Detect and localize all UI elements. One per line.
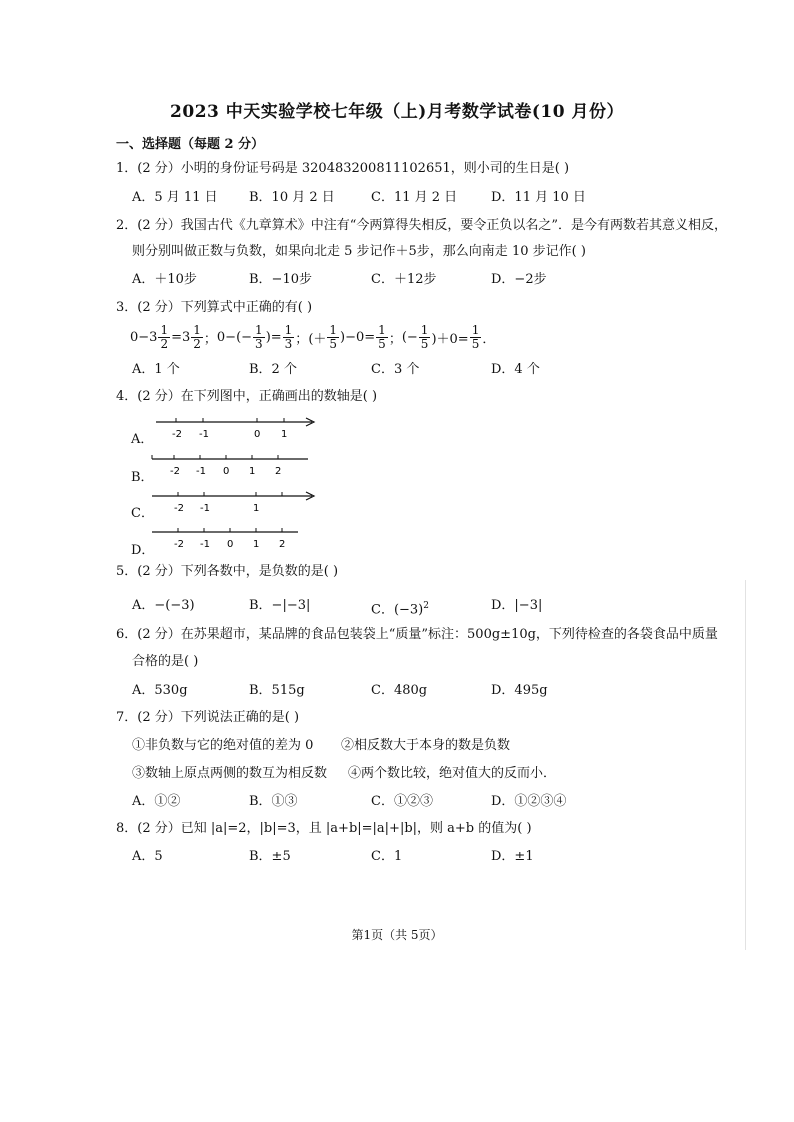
q8-option-d: D．±1	[491, 849, 534, 864]
question-4: 4．(2 分）在下列图中，正确画出的数轴是( )	[116, 389, 378, 404]
question-6-line2: 合格的是( )	[132, 654, 199, 669]
q4-label-a: A．	[131, 432, 154, 447]
separator: ；	[295, 332, 309, 347]
section-heading: 一、选择题（每题 2 分）	[116, 137, 265, 152]
q4-label-b: B．	[131, 470, 154, 485]
q5-option-d: D．|−3|	[491, 598, 543, 613]
numerator: 1	[378, 323, 386, 337]
q2-option-b: B．−10步	[249, 272, 312, 287]
q1-option-c: C．11 月 2 日	[371, 190, 458, 205]
question-6: 6．(2 分）在苏果超市，某品牌的食品包装袋上“质量”标注：500g±10g，下列待检查的各袋食品中质量	[116, 627, 718, 642]
q5-option-c-text: C．(−3)	[371, 602, 424, 618]
q6-option-a: A．530g	[132, 683, 188, 698]
q8-option-c: C．1	[371, 849, 403, 864]
tick-label: 0	[227, 539, 234, 550]
tick-label: -2	[170, 466, 180, 477]
numerator: 1	[329, 323, 338, 337]
number-line-a	[150, 414, 320, 444]
page-title: 2023 中天实验学校七年级（上)月考数学试卷(10 月份）	[170, 102, 624, 122]
numerator: 1	[420, 323, 429, 337]
q7-option-d: D．①②③④	[491, 794, 567, 809]
tick-label: 2	[279, 539, 286, 550]
q3-option-c: C．3 个	[371, 362, 420, 377]
q7-option-c: C．①②③	[371, 794, 433, 809]
tick-label: 1	[249, 466, 256, 477]
q5-option-a: A．−(−3)	[132, 598, 195, 613]
q2-option-a: A．＋10步	[132, 272, 197, 287]
fraction	[419, 324, 431, 351]
expr-text: (＋	[308, 332, 327, 347]
q1-option-d: D．11 月 10 日	[491, 190, 586, 205]
q5-option-c	[371, 598, 429, 618]
tick-label: -1	[200, 539, 210, 550]
q7-statement-4: ④两个数比较，绝对值大的反而小．	[348, 766, 557, 781]
question-7: 7．(2 分）下列说法正确的是( )	[116, 710, 300, 725]
numerator: 1	[160, 323, 169, 337]
question-2: 2．(2 分）我国古代《九章算术》中注有“今两算得失相反，要令正负以名之”．是今有两数若其意义相反，	[116, 218, 728, 233]
tick-label: -2	[174, 539, 184, 550]
number-line-c	[150, 488, 320, 518]
q2-option-d: D．−2步	[491, 272, 547, 287]
tick-label: 0	[223, 466, 230, 477]
q6-option-d: D．495g	[491, 683, 548, 698]
question-1: 1．(2 分）小明的身份证号码是 320483200811102651，则小司的生日是( )	[116, 161, 570, 176]
q7-statement-3: ③数轴上原点两侧的数互为相反数	[132, 766, 328, 781]
q7-statement-1: ①非负数与它的绝对值的差为 0	[132, 738, 314, 753]
denominator: 3	[284, 337, 293, 351]
question-8: 8．(2 分）已知 |a|=2，|b|=3，且 |a+b|=|a|+|b|，则 a+b 的值为( )	[116, 821, 532, 836]
denominator: 5	[378, 337, 386, 351]
number-line-d	[150, 524, 320, 554]
q8-option-a: A．5	[132, 849, 163, 864]
q7-statement-2: ②相反数大于本身的数是负数	[341, 738, 511, 753]
separator: ；	[203, 332, 217, 347]
scan-edge-line	[745, 580, 746, 950]
tick-label: -2	[174, 503, 184, 514]
fraction	[253, 324, 265, 351]
expr-text: 0−(−	[216, 330, 253, 345]
q3-option-d: D．4 个	[491, 362, 540, 377]
q7-option-a: A．①②	[132, 794, 181, 809]
expr-text: 0−3	[130, 330, 158, 345]
numerator: 1	[193, 323, 201, 337]
q4-label-d: D．	[131, 543, 155, 558]
q3-expressions	[130, 324, 495, 351]
expr-text: )＋0=	[431, 332, 469, 347]
tick-label: 1	[253, 539, 260, 550]
denominator: 5	[420, 337, 429, 351]
tick-label: -1	[196, 466, 206, 477]
numerator: 1	[284, 323, 293, 337]
fraction	[376, 324, 388, 351]
question-5: 5．(2 分）下列各数中，是负数的是( )	[116, 564, 339, 579]
separator: ．	[482, 332, 496, 347]
q7-option-b: B．①③	[249, 794, 298, 809]
numerator: 1	[255, 323, 263, 337]
fraction	[158, 324, 170, 351]
q4-label-c: C．	[131, 506, 154, 521]
q2-option-c: C．＋12步	[371, 272, 437, 287]
question-3: 3．(2 分）下列算式中正确的有( )	[116, 300, 313, 315]
expr-text: )=	[265, 330, 282, 345]
denominator: 5	[329, 337, 338, 351]
q1-option-a: A．5 月 11 日	[132, 190, 218, 205]
tick-label: 1	[253, 503, 260, 514]
expr-text: (−	[401, 330, 418, 345]
tick-label: -2	[172, 429, 182, 440]
question-2-line2: 则分别叫做正数与负数，如果向北走 5 步记作＋5步，那么向南走 10 步记作( )	[132, 244, 586, 259]
tick-label: 0	[254, 429, 261, 440]
tick-label: -1	[200, 503, 210, 514]
separator: ；	[388, 332, 402, 347]
q1-option-b: B．10 月 2 日	[249, 190, 335, 205]
denominator: 2	[160, 337, 169, 351]
q8-option-b: B．±5	[249, 849, 291, 864]
fraction	[470, 324, 482, 351]
expr-text: )−0=	[340, 330, 376, 345]
tick-label: 2	[275, 466, 282, 477]
page-footer: 第1页（共 5页）	[351, 928, 443, 942]
fraction	[327, 324, 339, 351]
denominator: 5	[471, 337, 480, 351]
q6-option-b: B．515g	[249, 683, 305, 698]
q3-option-b: B．2 个	[249, 362, 297, 377]
q6-option-c: C．480g	[371, 683, 428, 698]
tick-label: 1	[281, 429, 288, 440]
q5-option-b: B．−|−3|	[249, 598, 311, 613]
denominator: 3	[255, 337, 263, 351]
expr-text: =3	[171, 330, 191, 345]
fraction	[191, 324, 203, 351]
numerator: 1	[471, 323, 480, 337]
tick-label: -1	[199, 429, 209, 440]
fraction	[283, 324, 295, 351]
denominator: 2	[193, 337, 201, 351]
number-line-b	[150, 451, 320, 481]
exponent: 2	[423, 601, 429, 611]
q3-option-a: A．1 个	[132, 362, 180, 377]
